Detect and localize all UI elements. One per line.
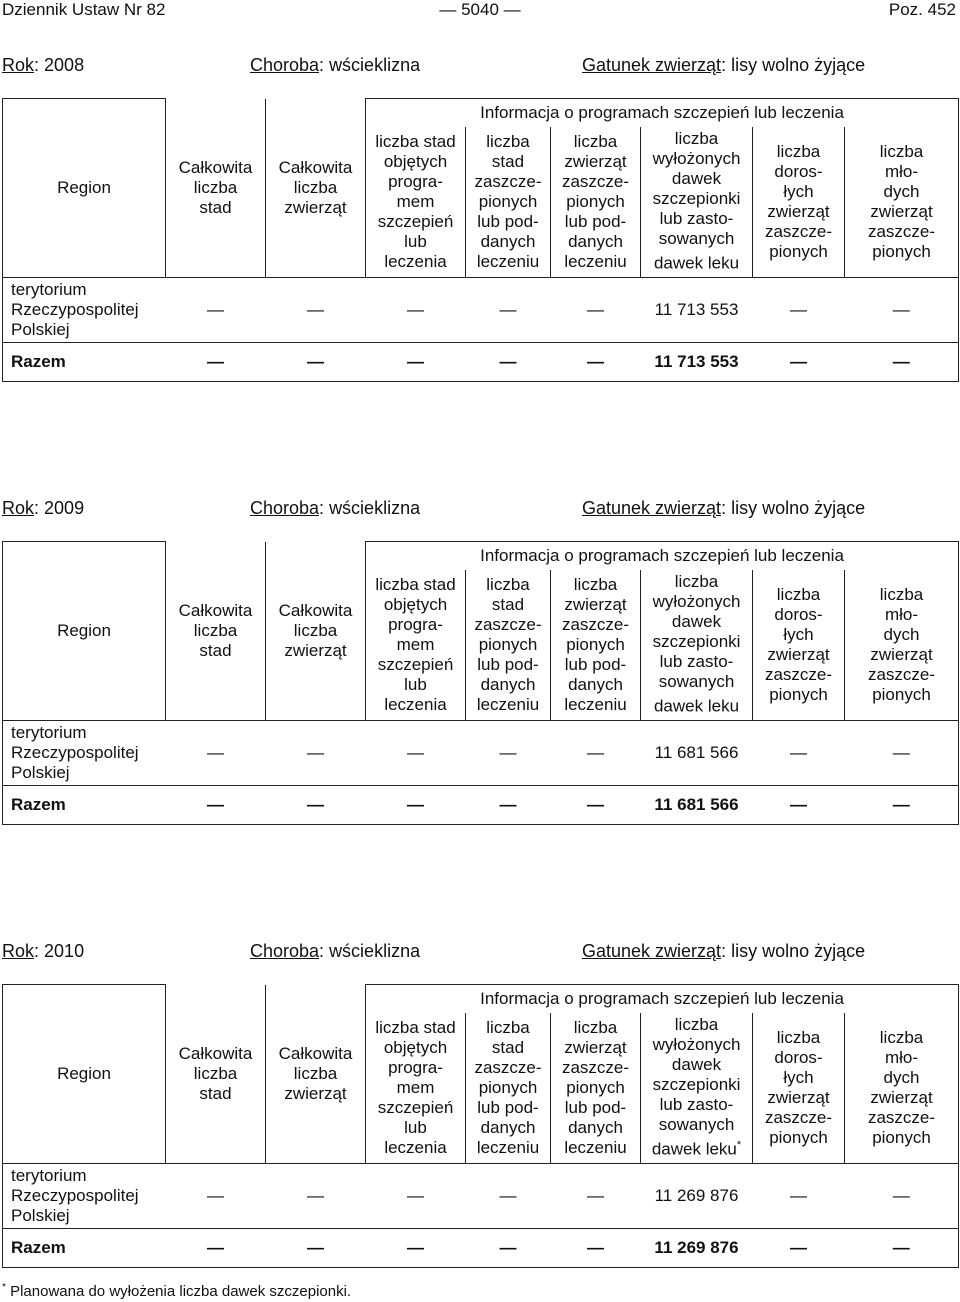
cell-dash: —: [845, 785, 959, 824]
cell-dash: —: [753, 1163, 845, 1228]
col-total-animals: Całkowita liczba zwierząt: [266, 542, 366, 721]
cell-dash: —: [466, 785, 551, 824]
cell-doses: 11 713 553: [641, 277, 753, 342]
col-young: liczba mło- dych zwierząt zaszcze- pionych: [845, 570, 959, 720]
col-herds-vaccinated: liczba stad zaszcze- pionych lub pod- danych leczeniu: [466, 570, 551, 720]
cell-dash: —: [366, 342, 466, 381]
col-region: Region: [3, 985, 166, 1164]
col-animals-vaccinated: liczba zwierząt zaszcze- pionych lub pod- danych leczeniu: [551, 1013, 641, 1163]
col-herds-programme: liczba stad objętych progra- mem szczepień lub leczenia: [366, 570, 466, 720]
col-region: Region: [3, 99, 166, 278]
species-label: Gatunek zwierząt: lisy wolno żyjące: [582, 55, 866, 75]
col-total-herds: Całkowita liczba stad: [166, 542, 266, 721]
species-label: Gatunek zwierząt: lisy wolno żyjące: [582, 498, 866, 518]
year-label: Rok: 2008: [2, 55, 85, 75]
cell-dash: —: [366, 1228, 466, 1267]
col-adult: liczba doros- łych zwierząt zaszcze- pionych: [753, 127, 845, 277]
col-herds-programme: liczba stad objętych progra- mem szczepień lub leczenia: [366, 127, 466, 277]
cell-dash: —: [166, 1163, 266, 1228]
year-section: [0, 938, 960, 1257]
section-meta: [0, 938, 960, 964]
species-label: Gatunek zwierząt: lisy wolno żyjące: [582, 941, 866, 961]
footnote: [2, 1278, 351, 1302]
cell-dash: —: [166, 277, 266, 342]
col-animals-vaccinated: liczba zwierząt zaszcze- pionych lub pod- danych leczeniu: [551, 570, 641, 720]
col-herds-vaccinated: liczba stad zaszcze- pionych lub pod- danych leczeniu: [466, 127, 551, 277]
info-header: Informacja o programach szczepień lub leczenia: [366, 542, 959, 571]
col-doses: liczba wyłożonych dawek szczepionki lub zasto- sowanych dawek leku: [641, 127, 753, 277]
cell-doses: 11 269 876: [641, 1163, 753, 1228]
col-total-herds: Całkowita liczba stad: [166, 99, 266, 278]
cell-dash: —: [266, 1228, 366, 1267]
cell-dash: —: [551, 342, 641, 381]
year-section: [0, 495, 960, 814]
position-number: Poz. 452: [888, 0, 956, 19]
footnote-text: Planowana do wyłożenia liczba dawek szczepionki.: [10, 1283, 352, 1300]
footnote-mark: *: [2, 1282, 6, 1293]
col-adult: liczba doros- łych zwierząt zaszcze- pionych: [753, 1013, 845, 1163]
cell-dash: —: [551, 720, 641, 785]
cell-doses: 11 681 566: [641, 720, 753, 785]
region-name: terytorium Rzeczypospolitej Polskiej: [3, 720, 166, 785]
col-region: Region: [3, 542, 166, 721]
info-header: Informacja o programach szczepień lub leczenia: [366, 99, 959, 128]
region-name: terytorium Rzeczypospolitej Polskiej: [3, 277, 166, 342]
cell-doses-total: 11 713 553: [641, 342, 753, 381]
year-label: Rok: 2009: [2, 498, 85, 518]
cell-dash: —: [753, 277, 845, 342]
col-doses: liczba wyłożonych dawek szczepionki lub zasto- sowanych dawek leku*: [641, 1013, 753, 1163]
cell-dash: —: [753, 785, 845, 824]
col-total-herds: Całkowita liczba stad: [166, 985, 266, 1164]
cell-dash: —: [166, 1228, 266, 1267]
info-header: Informacja o programach szczepień lub leczenia: [366, 985, 959, 1014]
cell-dash: —: [266, 785, 366, 824]
col-herds-programme: liczba stad objętych progra- mem szczepień lub leczenia: [366, 1013, 466, 1163]
col-young: liczba mło- dych zwierząt zaszcze- pionych: [845, 127, 959, 277]
vaccination-table: [2, 541, 959, 825]
cell-dash: —: [845, 342, 959, 381]
cell-dash: —: [753, 1228, 845, 1267]
cell-dash: —: [845, 720, 959, 785]
cell-dash: —: [266, 277, 366, 342]
section-meta: [0, 495, 960, 521]
cell-dash: —: [466, 1228, 551, 1267]
year-label: Rok: 2010: [2, 941, 85, 961]
col-doses: liczba wyłożonych dawek szczepionki lub zasto- sowanych dawek leku: [641, 570, 753, 720]
cell-dash: —: [466, 342, 551, 381]
cell-dash: —: [845, 1228, 959, 1267]
cell-dash: —: [466, 277, 551, 342]
cell-dash: —: [551, 1228, 641, 1267]
cell-dash: —: [166, 785, 266, 824]
cell-dash: —: [845, 1163, 959, 1228]
page-header: [0, 0, 960, 20]
section-meta: [0, 52, 960, 78]
cell-dash: —: [366, 277, 466, 342]
region-name: terytorium Rzeczypospolitej Polskiej: [3, 1163, 166, 1228]
cell-dash: —: [266, 1163, 366, 1228]
vaccination-table: [2, 984, 959, 1268]
col-animals-vaccinated: liczba zwierząt zaszcze- pionych lub pod- danych leczeniu: [551, 127, 641, 277]
col-total-animals: Całkowita liczba zwierząt: [266, 99, 366, 278]
table-row-total: [3, 785, 959, 824]
cell-dash: —: [466, 1163, 551, 1228]
total-label: Razem: [3, 1228, 166, 1267]
table-row-region: [3, 277, 959, 342]
cell-dash: —: [753, 720, 845, 785]
col-young: liczba mło- dych zwierząt zaszcze- pionych: [845, 1013, 959, 1163]
table-row-region: [3, 720, 959, 785]
disease-label: Choroba: wścieklizna: [250, 55, 421, 75]
cell-dash: —: [551, 1163, 641, 1228]
table-row-total: [3, 1228, 959, 1267]
cell-dash: —: [551, 277, 641, 342]
journal-name: Dziennik Ustaw Nr 82: [2, 0, 166, 19]
cell-dash: —: [753, 342, 845, 381]
total-label: Razem: [3, 342, 166, 381]
table-row-total: [3, 342, 959, 381]
year-section: [0, 52, 960, 371]
cell-dash: —: [551, 785, 641, 824]
col-adult: liczba doros- łych zwierząt zaszcze- pionych: [753, 570, 845, 720]
disease-label: Choroba: wścieklizna: [250, 941, 421, 961]
cell-doses-total: 11 681 566: [641, 785, 753, 824]
cell-doses-total: 11 269 876: [641, 1228, 753, 1267]
cell-dash: —: [845, 277, 959, 342]
cell-dash: —: [266, 342, 366, 381]
cell-dash: —: [166, 720, 266, 785]
cell-dash: —: [366, 1163, 466, 1228]
cell-dash: —: [366, 785, 466, 824]
disease-label: Choroba: wścieklizna: [250, 498, 421, 518]
total-label: Razem: [3, 785, 166, 824]
col-herds-vaccinated: liczba stad zaszcze- pionych lub pod- danych leczeniu: [466, 1013, 551, 1163]
page-number: — 5040 —: [439, 0, 521, 19]
table-row-region: [3, 1163, 959, 1228]
vaccination-table: [2, 98, 959, 382]
cell-dash: —: [466, 720, 551, 785]
cell-dash: —: [266, 720, 366, 785]
col-total-animals: Całkowita liczba zwierząt: [266, 985, 366, 1164]
cell-dash: —: [166, 342, 266, 381]
cell-dash: —: [366, 720, 466, 785]
